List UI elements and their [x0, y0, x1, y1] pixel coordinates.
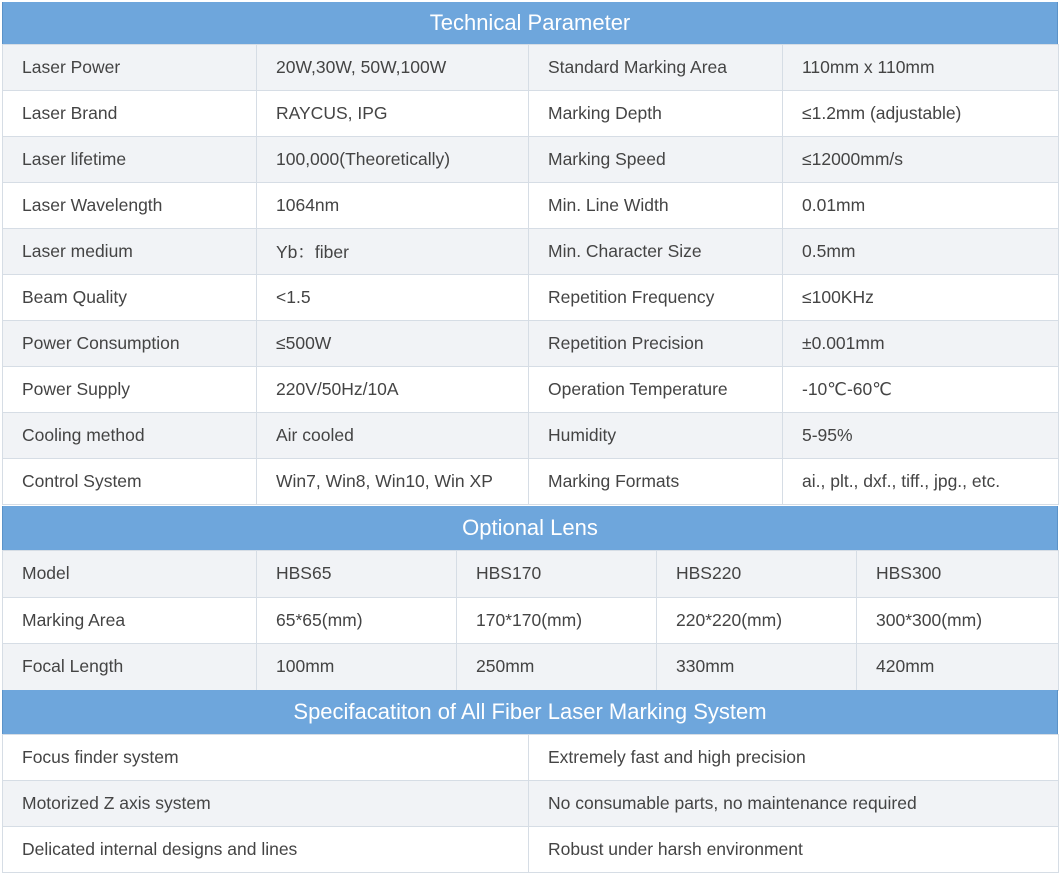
table-cell: Delicated internal designs and lines — [3, 827, 529, 873]
table-cell: 100mm — [257, 644, 457, 691]
table-cell: Laser Brand — [3, 91, 257, 137]
table-row — [3, 367, 1059, 413]
technical-parameter-table — [2, 44, 1059, 505]
optional-lens-header — [2, 506, 1058, 550]
table-row — [3, 551, 1059, 598]
table-row — [3, 827, 1059, 873]
table-cell: Control System — [3, 459, 257, 505]
table-cell: Power Supply — [3, 367, 257, 413]
table-cell: No consumable parts, no maintenance required — [529, 781, 1059, 827]
table-row — [3, 91, 1059, 137]
table-cell: Power Consumption — [3, 321, 257, 367]
table-cell: Cooling method — [3, 413, 257, 459]
table-cell: Repetition Precision — [529, 321, 783, 367]
table-cell: Air cooled — [257, 413, 529, 459]
table-cell: HBS300 — [857, 551, 1059, 598]
table-cell: HBS65 — [257, 551, 457, 598]
table-cell: 300*300(mm) — [857, 597, 1059, 644]
table-cell: 220V/50Hz/10A — [257, 367, 529, 413]
table-cell: 330mm — [657, 644, 857, 691]
table-row — [3, 413, 1059, 459]
table-cell: Operation Temperature — [529, 367, 783, 413]
table-cell: ai., plt., dxf., tiff., jpg., etc. — [783, 459, 1059, 505]
table-row — [3, 321, 1059, 367]
table-cell: 220*220(mm) — [657, 597, 857, 644]
table-row — [3, 781, 1059, 827]
table-cell: Repetition Frequency — [529, 275, 783, 321]
table-cell: Focus finder system — [3, 735, 529, 781]
table-cell: Win7, Win8, Win10, Win XP — [257, 459, 529, 505]
table-cell: ≤100KHz — [783, 275, 1059, 321]
table-cell: Robust under harsh environment — [529, 827, 1059, 873]
table-cell: 250mm — [457, 644, 657, 691]
technical-parameter-header — [2, 2, 1058, 44]
table-cell: HBS220 — [657, 551, 857, 598]
table-cell: ±0.001mm — [783, 321, 1059, 367]
optional-lens-title: Optional Lens — [462, 515, 598, 540]
table-cell: 65*65(mm) — [257, 597, 457, 644]
table-cell: Laser Power — [3, 45, 257, 91]
table-cell: 170*170(mm) — [457, 597, 657, 644]
table-cell: <1.5 — [257, 275, 529, 321]
table-cell: Extremely fast and high precision — [529, 735, 1059, 781]
table-row — [3, 275, 1059, 321]
technical-parameter-title: Technical Parameter — [429, 10, 631, 35]
table-row — [3, 597, 1059, 644]
table-cell: 110mm x 110mm — [783, 45, 1059, 91]
table-cell: 420mm — [857, 644, 1059, 691]
table-cell: ≤1.2mm (adjustable) — [783, 91, 1059, 137]
table-cell: Min. Character Size — [529, 229, 783, 275]
table-cell: -10℃-60℃ — [783, 367, 1059, 413]
table-row — [3, 459, 1059, 505]
table-row — [3, 735, 1059, 781]
table-row — [3, 183, 1059, 229]
table-cell: Motorized Z axis system — [3, 781, 529, 827]
table-cell: 1064nm — [257, 183, 529, 229]
table-cell: 20W,30W, 50W,100W — [257, 45, 529, 91]
table-cell: 5-95% — [783, 413, 1059, 459]
table-cell: Marking Depth — [529, 91, 783, 137]
table-cell: 0.01mm — [783, 183, 1059, 229]
table-row — [3, 644, 1059, 691]
table-cell: Marking Speed — [529, 137, 783, 183]
table-cell: Standard Marking Area — [529, 45, 783, 91]
table-row — [3, 229, 1059, 275]
table-cell: Min. Line Width — [529, 183, 783, 229]
specification-title: Specifacatiton of All Fiber Laser Marking System — [293, 699, 767, 724]
table-row — [3, 45, 1059, 91]
table-cell: Beam Quality — [3, 275, 257, 321]
optional-lens-table — [2, 550, 1059, 691]
table-cell: Marking Formats — [529, 459, 783, 505]
table-cell: RAYCUS, IPG — [257, 91, 529, 137]
table-cell: Laser lifetime — [3, 137, 257, 183]
table-cell: Marking Area — [3, 597, 257, 644]
table-cell: Laser Wavelength — [3, 183, 257, 229]
specification-table — [2, 734, 1059, 873]
table-cell: HBS170 — [457, 551, 657, 598]
table-cell: Yb：fiber — [257, 229, 529, 275]
specification-header — [2, 690, 1058, 734]
table-cell: ≤12000mm/s — [783, 137, 1059, 183]
table-cell: Model — [3, 551, 257, 598]
table-row — [3, 137, 1059, 183]
table-cell: 0.5mm — [783, 229, 1059, 275]
table-cell: Humidity — [529, 413, 783, 459]
table-cell: 100,000(Theoretically) — [257, 137, 529, 183]
table-cell: ≤500W — [257, 321, 529, 367]
table-cell: Laser medium — [3, 229, 257, 275]
table-cell: Focal Length — [3, 644, 257, 691]
